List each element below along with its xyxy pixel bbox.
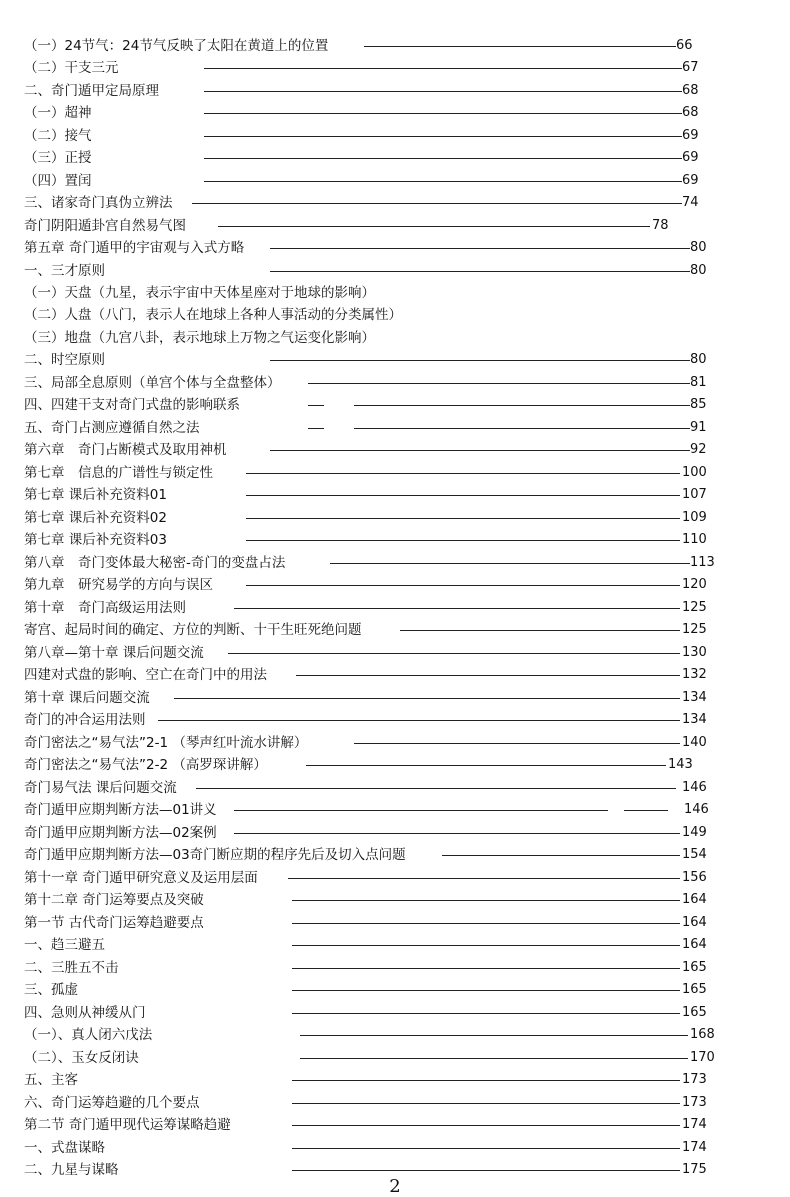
toc-entry: [24, 349, 764, 371]
leader-line: [308, 383, 690, 384]
toc-entry: [24, 979, 764, 1001]
leader-line: [174, 698, 680, 699]
leader-line: [196, 788, 676, 789]
toc-entry: [24, 282, 764, 304]
toc-entry-title: （二）接气: [24, 128, 92, 144]
toc-entry-page: 91: [690, 420, 707, 435]
leader-line: [204, 113, 682, 114]
toc-entry-title: 一、三才原则: [24, 263, 105, 279]
toc-entry-title: 第八章 奇门变体最大秘密-奇门的变盘占法: [24, 555, 286, 571]
leader-line: [292, 1125, 680, 1126]
toc-entry-page: 168: [690, 1027, 715, 1042]
toc-entry-title: 第七章 课后补充资料01: [24, 487, 167, 503]
leader-line: [354, 405, 690, 406]
leader-line: [292, 1103, 680, 1104]
leader-line: [270, 248, 690, 249]
leader-line: [270, 271, 690, 272]
toc-entry-title: （一）24节气：24节气反映了太阳在黄道上的位置: [24, 38, 329, 54]
toc-entry-title: 奇门遁甲应期判断方法—01讲义: [24, 802, 217, 818]
toc-entry: [24, 35, 764, 57]
leader-line: [246, 585, 680, 586]
leader-line: [292, 900, 680, 901]
toc-entry-title: 第六章 奇门占断模式及取用神机: [24, 442, 227, 458]
toc-entry: [24, 192, 764, 214]
toc-entry-page: 80: [690, 240, 707, 255]
page-number: 2: [389, 1176, 401, 1197]
toc-entry-title: 一、趋三避五: [24, 937, 105, 953]
toc-entry-page: 81: [690, 375, 707, 390]
leader-line: [400, 630, 680, 631]
toc-entry: [24, 1047, 764, 1069]
toc-entry-page: 69: [682, 150, 699, 165]
leader-line: [300, 1035, 688, 1036]
toc-entry: [24, 529, 764, 551]
toc-entry-title: 奇门密法之“易气法”2-1 （琴声红叶流水讲解）: [24, 735, 308, 751]
leader-line: [246, 495, 680, 496]
toc-entry: [24, 462, 764, 484]
toc-entry: [24, 80, 764, 102]
toc-entry: [24, 574, 764, 596]
leader-line: [354, 428, 690, 429]
toc-entry-title: 第七章 课后补充资料02: [24, 510, 167, 526]
toc-entry-title: 第十一章 奇门遁甲研究意义及运用层面: [24, 870, 258, 886]
toc-entry-page: 100: [682, 465, 707, 480]
toc-entry: [24, 867, 764, 889]
leader-line: [192, 203, 682, 204]
toc-entry: [24, 754, 764, 776]
toc-entry-title: 奇门密法之“易气法”2-2 （高罗琛讲解）: [24, 757, 267, 773]
toc-entry-title: 奇门遁甲应期判断方法—02案例: [24, 825, 217, 841]
toc-entry: [24, 777, 764, 799]
toc-entry: [24, 912, 764, 934]
toc-entry-title: 二、奇门遁甲定局原理: [24, 83, 159, 99]
leader-line: [218, 226, 650, 227]
toc-entry-title: （三）地盘（九宫八卦，表示地球上万物之气运变化影响）: [24, 330, 375, 346]
toc-entry-page: 165: [682, 960, 707, 975]
toc-entry: [24, 619, 764, 641]
leader-line: [296, 675, 680, 676]
toc-entry: [24, 215, 764, 237]
toc-entry: [24, 57, 764, 79]
toc-entry: [24, 687, 764, 709]
toc-entry-page: 174: [682, 1117, 707, 1132]
toc-entry-page: 164: [682, 937, 707, 952]
leader-line: [308, 405, 324, 406]
toc-entry-page: 173: [682, 1095, 707, 1110]
toc-entry: [24, 799, 764, 821]
toc-entry-page: 68: [682, 83, 699, 98]
toc-entry: [24, 664, 764, 686]
leader-line: [354, 743, 680, 744]
leader-line: [292, 1170, 680, 1171]
toc-entry-page: 165: [682, 1005, 707, 1020]
toc-entry-title: 奇门的冲合运用法则: [24, 712, 146, 728]
leader-line: [234, 810, 608, 811]
toc-entry-page: 149: [682, 825, 707, 840]
leader-line: [204, 68, 682, 69]
leader-line: [234, 833, 680, 834]
toc-entry-title: 五、奇门占测应遵循自然之法: [24, 420, 200, 436]
toc-entry-page: 69: [682, 173, 699, 188]
leader-line: [292, 990, 680, 991]
toc-entry: [24, 1137, 764, 1159]
toc-entry-title: （一）天盘（九星，表示宇宙中天体星座对于地球的影响）: [24, 285, 375, 301]
leader-line: [204, 158, 682, 159]
toc-entry-page: 120: [682, 577, 707, 592]
toc-entry: [24, 1114, 764, 1136]
toc-entry: [24, 327, 764, 349]
leader-line: [292, 1080, 680, 1081]
leader-line: [292, 1013, 680, 1014]
toc-entry-title: 四、急则从神缓从门: [24, 1005, 146, 1021]
toc-entry-title: （一）、真人闭六戊法: [24, 1027, 153, 1043]
toc-entry-title: 六、奇门运筹趋避的几个要点: [24, 1095, 200, 1111]
toc-entry-title: （三）正授: [24, 150, 92, 166]
toc-entry: [24, 147, 764, 169]
leader-line: [300, 1058, 688, 1059]
toc-entry-title: 奇门易气法 课后问题交流: [24, 780, 177, 796]
leader-line: [442, 855, 680, 856]
leader-line: [158, 720, 680, 721]
toc-entry-page: 165: [682, 982, 707, 997]
toc-entry-title: 一、式盘谋略: [24, 1140, 105, 1156]
toc-entry-title: 二、三胜五不击: [24, 960, 119, 976]
toc-entry-page: 107: [682, 487, 707, 502]
toc-entry: [24, 844, 764, 866]
toc-entry-page: 164: [682, 892, 707, 907]
toc-entry-page: 67: [682, 60, 699, 75]
toc-entry-title: 第八章—第十章 课后问题交流: [24, 645, 204, 661]
toc-entry: [24, 642, 764, 664]
leader-line: [364, 46, 676, 47]
toc-entry-page: 143: [668, 757, 693, 772]
leader-line: [292, 923, 680, 924]
toc-entry-title: 四建对式盘的影响、空亡在奇门中的用法: [24, 667, 267, 683]
toc-entry: [24, 102, 764, 124]
toc-entry-title: 三、局部全息原则（单宫个体与全盘整体）: [24, 375, 281, 391]
toc-entry-page: 92: [690, 442, 707, 457]
toc-entry-title: 三、孤虚: [24, 982, 78, 998]
toc-entry: [24, 304, 764, 326]
leader-line: [204, 181, 682, 182]
toc-entry: [24, 822, 764, 844]
toc-entry-title: （二）、玉女反闭诀: [24, 1050, 139, 1066]
toc-entry-page: 164: [682, 915, 707, 930]
leader-line: [246, 518, 680, 519]
toc-entry: [24, 260, 764, 282]
toc-entry-page: 134: [682, 690, 707, 705]
toc-entry-page: 78: [652, 218, 669, 233]
leader-line: [308, 428, 324, 429]
toc-entry-title: 第九章 研究易学的方向与误区: [24, 577, 213, 593]
toc-entry-page: 80: [690, 263, 707, 278]
toc-entry-page: 146: [684, 802, 709, 817]
toc-entry: [24, 889, 764, 911]
toc-entry: [24, 439, 764, 461]
toc-entry-page: 125: [682, 622, 707, 637]
toc-entry-title: 第十章 奇门高级运用法则: [24, 600, 186, 616]
toc-entry: [24, 1069, 764, 1091]
toc-entry: [24, 552, 764, 574]
toc-entry-page: 66: [676, 38, 693, 53]
toc-entry-title: （四）置闰: [24, 173, 92, 189]
toc-entry-title: 二、时空原则: [24, 352, 105, 368]
toc-entry-page: 80: [690, 352, 707, 367]
toc-entry: [24, 1002, 764, 1024]
toc-entry-title: 三、诸家奇门真伪立辨法: [24, 195, 173, 211]
toc-entry-page: 125: [682, 600, 707, 615]
toc-entry: [24, 394, 764, 416]
toc-entry-page: 132: [682, 667, 707, 682]
leader-line: [246, 473, 680, 474]
toc-entry-title: 寄宫、起局时间的确定、方位的判断、十干生旺死绝问题: [24, 622, 362, 638]
leader-line: [204, 91, 682, 92]
toc-entry-page: 69: [682, 128, 699, 143]
toc-entry-title: 第二节 奇门遁甲现代运筹谋略趋避: [24, 1117, 231, 1133]
leader-line: [292, 968, 680, 969]
leader-line: [292, 945, 680, 946]
toc-entry-title: 奇门阴阳遁卦宫自然易气图: [24, 218, 186, 234]
toc-entry-page: 109: [682, 510, 707, 525]
toc-entry-page: 110: [682, 532, 707, 547]
toc-entry-page: 156: [682, 870, 707, 885]
toc-entry: [24, 1092, 764, 1114]
toc-entry-title: 第五章 奇门遁甲的宇宙观与入式方略: [24, 240, 245, 256]
toc-entry-title: 二、九星与谋略: [24, 1162, 119, 1178]
toc-entry-title: （二）人盘（八门，表示人在地球上各种人事活动的分类属性）: [24, 307, 402, 323]
leader-line: [234, 608, 680, 609]
toc-entry-title: 第七章 课后补充资料03: [24, 532, 167, 548]
leader-line: [270, 360, 690, 361]
toc-entry: [24, 1024, 764, 1046]
leader-line: [288, 878, 680, 879]
toc-entry-page: 175: [682, 1162, 707, 1177]
toc-entry-page: 134: [682, 712, 707, 727]
toc-entry: [24, 237, 764, 259]
leader-line: [330, 563, 690, 564]
toc-entry: [24, 170, 764, 192]
toc-entry-page: 130: [682, 645, 707, 660]
toc-entry: [24, 934, 764, 956]
leader-line: [270, 450, 690, 451]
toc-entry-page: 170: [690, 1050, 715, 1065]
toc-entry-page: 74: [682, 195, 699, 210]
toc-entry-page: 140: [682, 735, 707, 750]
toc-entry-title: 第七章 信息的广谱性与锁定性: [24, 465, 213, 481]
toc-entry: [24, 125, 764, 147]
toc-entry-title: （二）干支三元: [24, 60, 119, 76]
toc-entry: [24, 417, 764, 439]
leader-line: [624, 810, 668, 811]
toc-entry-page: 146: [682, 780, 707, 795]
toc-entry-title: 奇门遁甲应期判断方法—03奇门断应期的程序先后及切入点问题: [24, 847, 406, 863]
leader-line: [246, 540, 680, 541]
toc-entry-title: 第十章 课后问题交流: [24, 690, 150, 706]
toc-entry-title: 第一节 古代奇门运筹趋避要点: [24, 915, 204, 931]
toc-entry-page: 85: [690, 397, 707, 412]
toc-entry-title: （一）超神: [24, 105, 92, 121]
toc-entry: [24, 709, 764, 731]
toc-entry-page: 174: [682, 1140, 707, 1155]
toc-entry-page: 154: [682, 847, 707, 862]
toc-entry: [24, 732, 764, 754]
toc-entry-page: 68: [682, 105, 699, 120]
toc-entry-page: 173: [682, 1072, 707, 1087]
leader-line: [228, 653, 680, 654]
leader-line: [306, 765, 666, 766]
toc-entry-title: 五、主客: [24, 1072, 78, 1088]
leader-line: [204, 136, 682, 137]
toc-entry-title: 第十二章 奇门运筹要点及突破: [24, 892, 204, 908]
toc-entry: [24, 507, 764, 529]
toc-entry: [24, 957, 764, 979]
toc-entry-title: 四、四建干支对奇门式盘的影响联系: [24, 397, 240, 413]
leader-line: [292, 1148, 680, 1149]
toc-entry: [24, 484, 764, 506]
toc-entry: [24, 597, 764, 619]
toc-entry-page: 113: [690, 555, 715, 570]
toc-entry: [24, 372, 764, 394]
